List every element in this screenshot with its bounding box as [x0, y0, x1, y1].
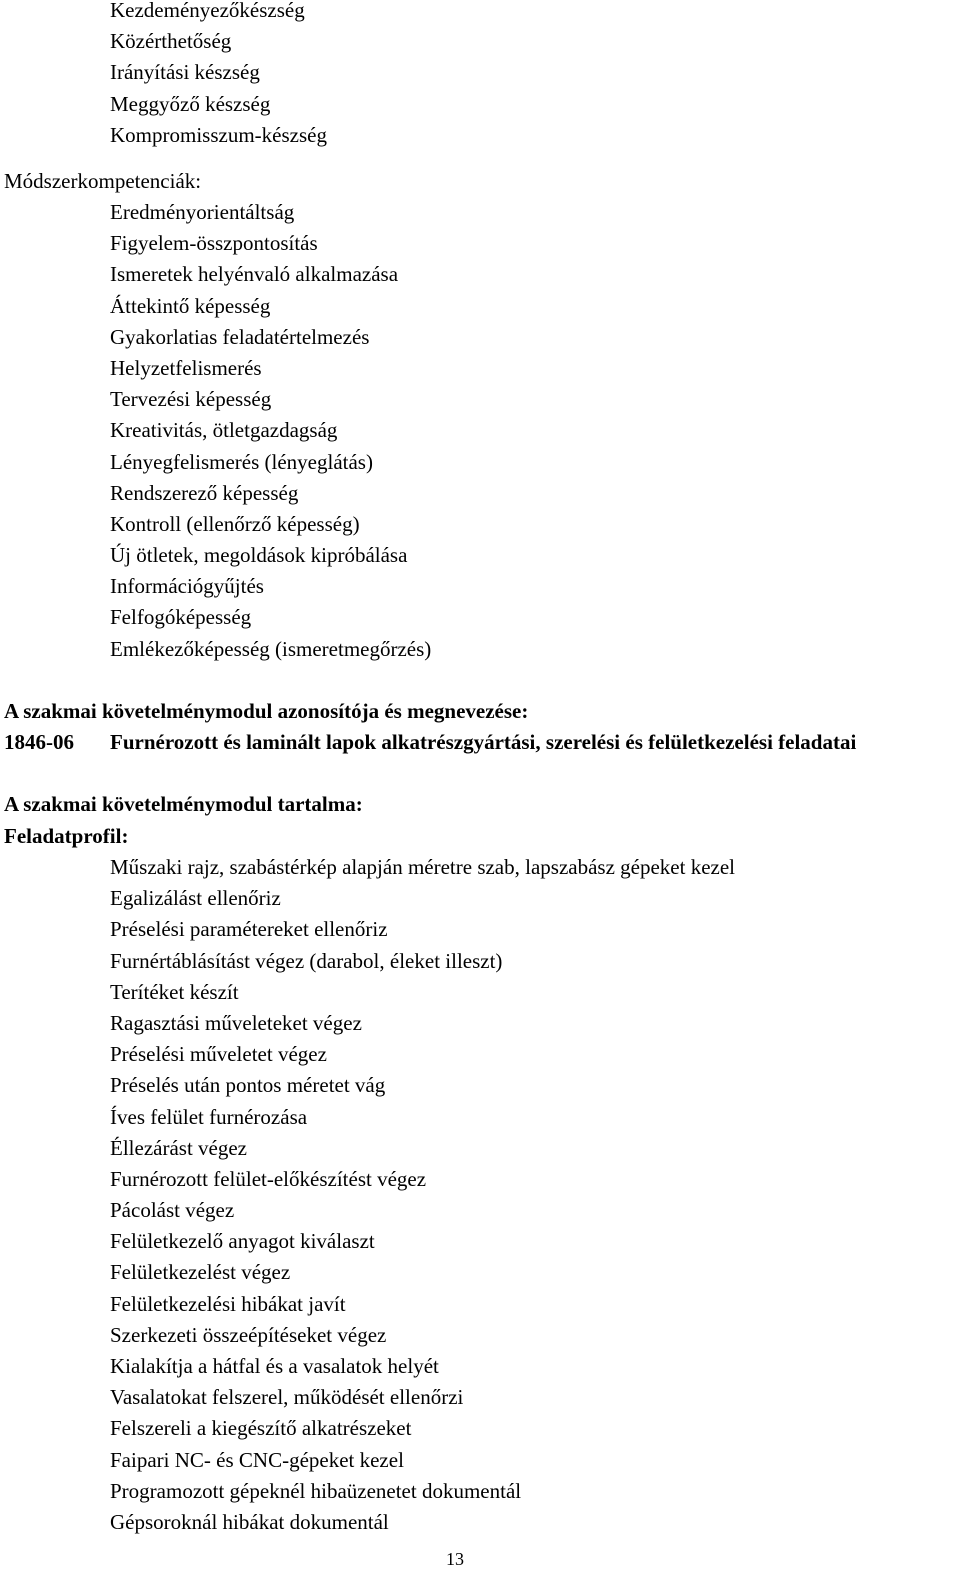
list-item: Irányítási készség: [110, 60, 260, 85]
task-profile-list: [110, 852, 735, 1538]
list-item: Kreativitás, ötletgazdagság: [110, 418, 338, 443]
list-item: Furnértáblásítást végez (darabol, éleket illeszt): [110, 948, 503, 973]
list-item: Kontroll (ellenőrző képesség): [110, 511, 360, 536]
list-item: Éllezárást végez: [110, 1135, 247, 1160]
list-item: Íves felület furnérozása: [110, 1104, 308, 1129]
list-item: Préselés után pontos méretet vág: [110, 1073, 386, 1098]
list-item: Információgyűjtés: [110, 574, 264, 599]
list-item: Felfogóképesség: [110, 605, 252, 630]
list-item: Faipari NC- és CNC-gépeket kezel: [110, 1447, 404, 1472]
list-item: Emlékezőképesség (ismeretmegőrzés): [110, 636, 432, 661]
module-id-heading: A szakmai követelménymodul azonosítója és megnevezése:: [4, 699, 529, 723]
list-item: Programozott gépeknél hibaüzenetet dokumentál: [110, 1478, 522, 1503]
list-item: Vasalatokat felszerel, működését ellenőrzi: [110, 1385, 464, 1410]
page-number: 13: [446, 1549, 464, 1569]
module-content-heading: A szakmai követelménymodul tartalma:: [4, 792, 363, 816]
list-item: Préselési műveletet végez: [110, 1042, 327, 1067]
module-title: Furnérozott és laminált lapok alkatrészgyártási, szerelési és felületkezelési feladatai: [110, 730, 857, 754]
list-item: Műszaki rajz, szabástérkép alapján méretre szab, lapszabász gépeket kezel: [110, 855, 736, 879]
list-item: Egalizálást ellenőriz: [110, 886, 281, 911]
list-item: Terítéket készít: [110, 979, 239, 1004]
list-item: Közérthetőség: [110, 29, 232, 54]
list-item: Kompromisszum-készség: [110, 122, 327, 147]
list-item: Eredményorientáltság: [110, 200, 295, 224]
list-item: Áttekintő képesség: [110, 293, 271, 318]
list-item: Helyzetfelismerés: [110, 355, 262, 380]
list-item: Rendszerező képesség: [110, 480, 299, 505]
list-item: Figyelem-összpontosítás: [110, 231, 318, 256]
task-profile-heading: Feladatprofil:: [4, 824, 129, 848]
list-item: Meggyőző készség: [110, 91, 271, 116]
list-item: Felszereli a kiegészítő alkatrészeket: [110, 1416, 412, 1441]
list-item: Új ötletek, megoldások kipróbálása: [110, 543, 408, 568]
list-item: Ragasztási műveleteket végez: [110, 1010, 362, 1035]
method-competencies-heading: Módszerkompetenciák:: [4, 169, 202, 193]
list-item: Gyakorlatias feladatértelmezés: [110, 324, 370, 349]
list-item: Tervezési képesség: [110, 387, 272, 412]
method-competencies-list: [110, 197, 431, 665]
list-item: Felületkezelési hibákat javít: [110, 1291, 346, 1316]
list-item: Lényegfelismerés (lényeglátás): [110, 449, 373, 474]
list-item: Pácolást végez: [110, 1198, 235, 1223]
module-code: 1846-06: [4, 730, 74, 754]
list-item: Gépsoroknál hibákat dokumentál: [110, 1509, 389, 1534]
list-item: Kezdeményezőkészség: [110, 0, 305, 22]
personal-competencies-list: [110, 0, 327, 151]
list-item: Felületkezelő anyagot kiválaszt: [110, 1229, 375, 1254]
list-item: Kialakítja a hátfal és a vasalatok helyét: [110, 1354, 439, 1378]
list-item: Furnérozott felület-előkészítést végez: [110, 1166, 427, 1191]
list-item: Préselési paramétereket ellenőriz: [110, 917, 388, 942]
list-item: Felületkezelést végez: [110, 1260, 291, 1285]
list-item: Ismeretek helyénvaló alkalmazása: [110, 262, 399, 287]
list-item: Szerkezeti összeépítéseket végez: [110, 1322, 387, 1347]
